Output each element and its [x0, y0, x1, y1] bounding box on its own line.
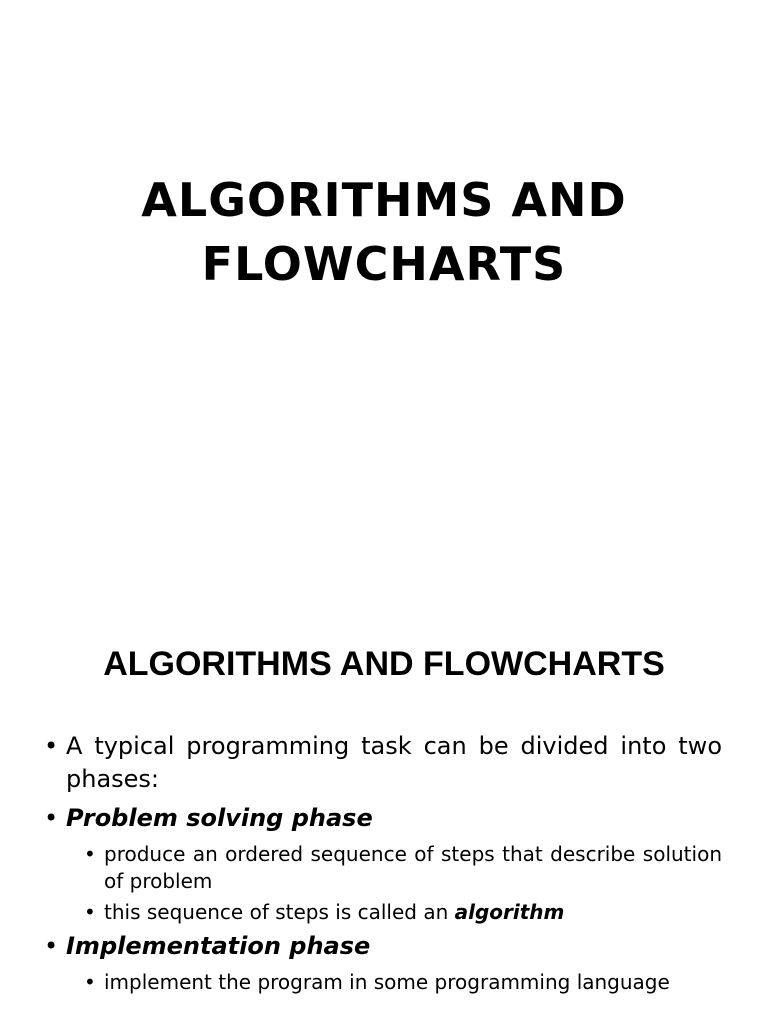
title-line-1: ALGORITHMS AND [141, 173, 627, 227]
sub-bullet-algorithm [44, 899, 722, 926]
bullet-implementation [44, 930, 722, 963]
content-slide [0, 600, 768, 1024]
bullet-intro-text: A typical programming task can be divided into two phases: [66, 732, 722, 793]
sub-bullet-ordered-steps [44, 841, 722, 895]
bullet-list [44, 730, 722, 1000]
sub-bullet-ordered-steps-text: produce an ordered sequence of steps that describe solution of problem [104, 842, 722, 893]
bullet-intro [44, 730, 722, 796]
bullet-problem-solving [44, 802, 722, 835]
algorithm-term: algorithm [454, 900, 565, 924]
title-slide-heading [0, 168, 768, 296]
sub-bullet-implement-text: implement the program in some programming language [104, 970, 670, 994]
bullet-implementation-label: Implementation phase [66, 932, 371, 960]
sub-bullet-algorithm-text: this sequence of steps is called an [104, 900, 455, 924]
sub-bullet-implement [44, 969, 722, 996]
title-line-2: FLOWCHARTS [201, 237, 567, 291]
content-slide-heading: ALGORITHMS AND FLOWCHARTS [103, 645, 665, 683]
bullet-problem-solving-label: Problem solving phase [66, 804, 373, 832]
